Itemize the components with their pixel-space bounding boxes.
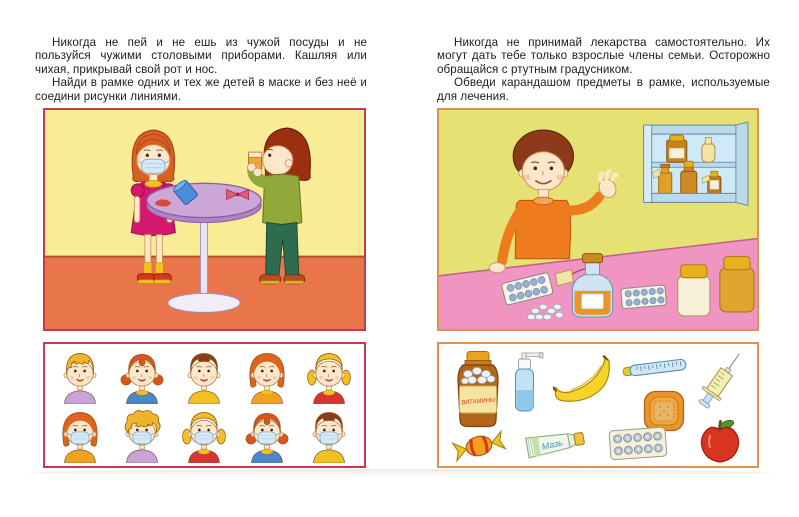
right-page-text [437,36,770,103]
medicine-jar-amber [720,257,754,312]
pill-blister-icon [607,426,669,467]
illustration-boy-with-medicines [437,108,759,331]
book-bottom-edge-shadow [28,469,771,477]
boy-brown [175,348,233,404]
face-mask [133,432,151,444]
boy-hand-on-table [489,263,505,273]
girl-red-pigtails [113,348,171,404]
right-paragraph-2: Обведи карандашом предметы в рамке, используемые для лечения. [437,76,770,103]
left-page-text [35,36,367,103]
medicine-cabinet [644,122,748,205]
girl-face-mask [142,159,165,173]
task-frame-treatment-items [437,342,759,468]
boy-blond [51,348,109,404]
faces-row-no-mask [47,347,362,404]
girl-shoes [137,274,171,284]
vitamins-label: ВИТАМИНЫ [460,396,498,407]
vitamins-jar-icon [455,350,501,433]
boy-brown-masked [300,407,358,463]
face-mask [320,432,338,444]
girl-blonde-pigtails [300,348,358,404]
face-mask [258,432,276,444]
cabinet-jar [667,135,687,162]
girl-red-bob [238,348,296,404]
ointment-tube-icon [523,424,589,467]
throat-spray-icon [513,352,545,419]
boy-blond-masked [113,407,171,463]
syringe-icon [697,346,743,415]
girl-red-bob-masked [51,407,109,463]
girl-red-pigtails-masked [238,407,296,463]
apple-icon [697,416,743,471]
candy-icon [451,428,507,469]
pill-blister-2 [621,285,667,309]
left-paragraph-1: Никогда не пей и не ешь из чужой посуды и не пользуйся чужими столовыми приборами. Кашляя или чихая, прикрывай свой рот и нос. [35,36,367,76]
task-frame-children-faces [43,342,366,468]
faces-row-masked [47,406,362,463]
medicine-jar-light [678,265,710,316]
face-mask [196,432,214,444]
thermometer-icon [621,352,691,389]
right-paragraph-1: Никогда не принимай лекарства самостоятельно. Их могут дать тебе только взрослые члены семьи. Осторожно обращайся с ртутным градусником. [437,36,770,76]
girl-blonde-pigtails-masked [175,407,233,463]
ointment-label: Мазь [540,437,564,452]
left-paragraph-2: Найди в рамке одних и тех же детей в маске и без неё и соедини рисунки линиями. [35,76,367,103]
illustration-children-at-table [43,108,366,331]
banana-icon [551,350,613,411]
face-mask [71,432,89,444]
